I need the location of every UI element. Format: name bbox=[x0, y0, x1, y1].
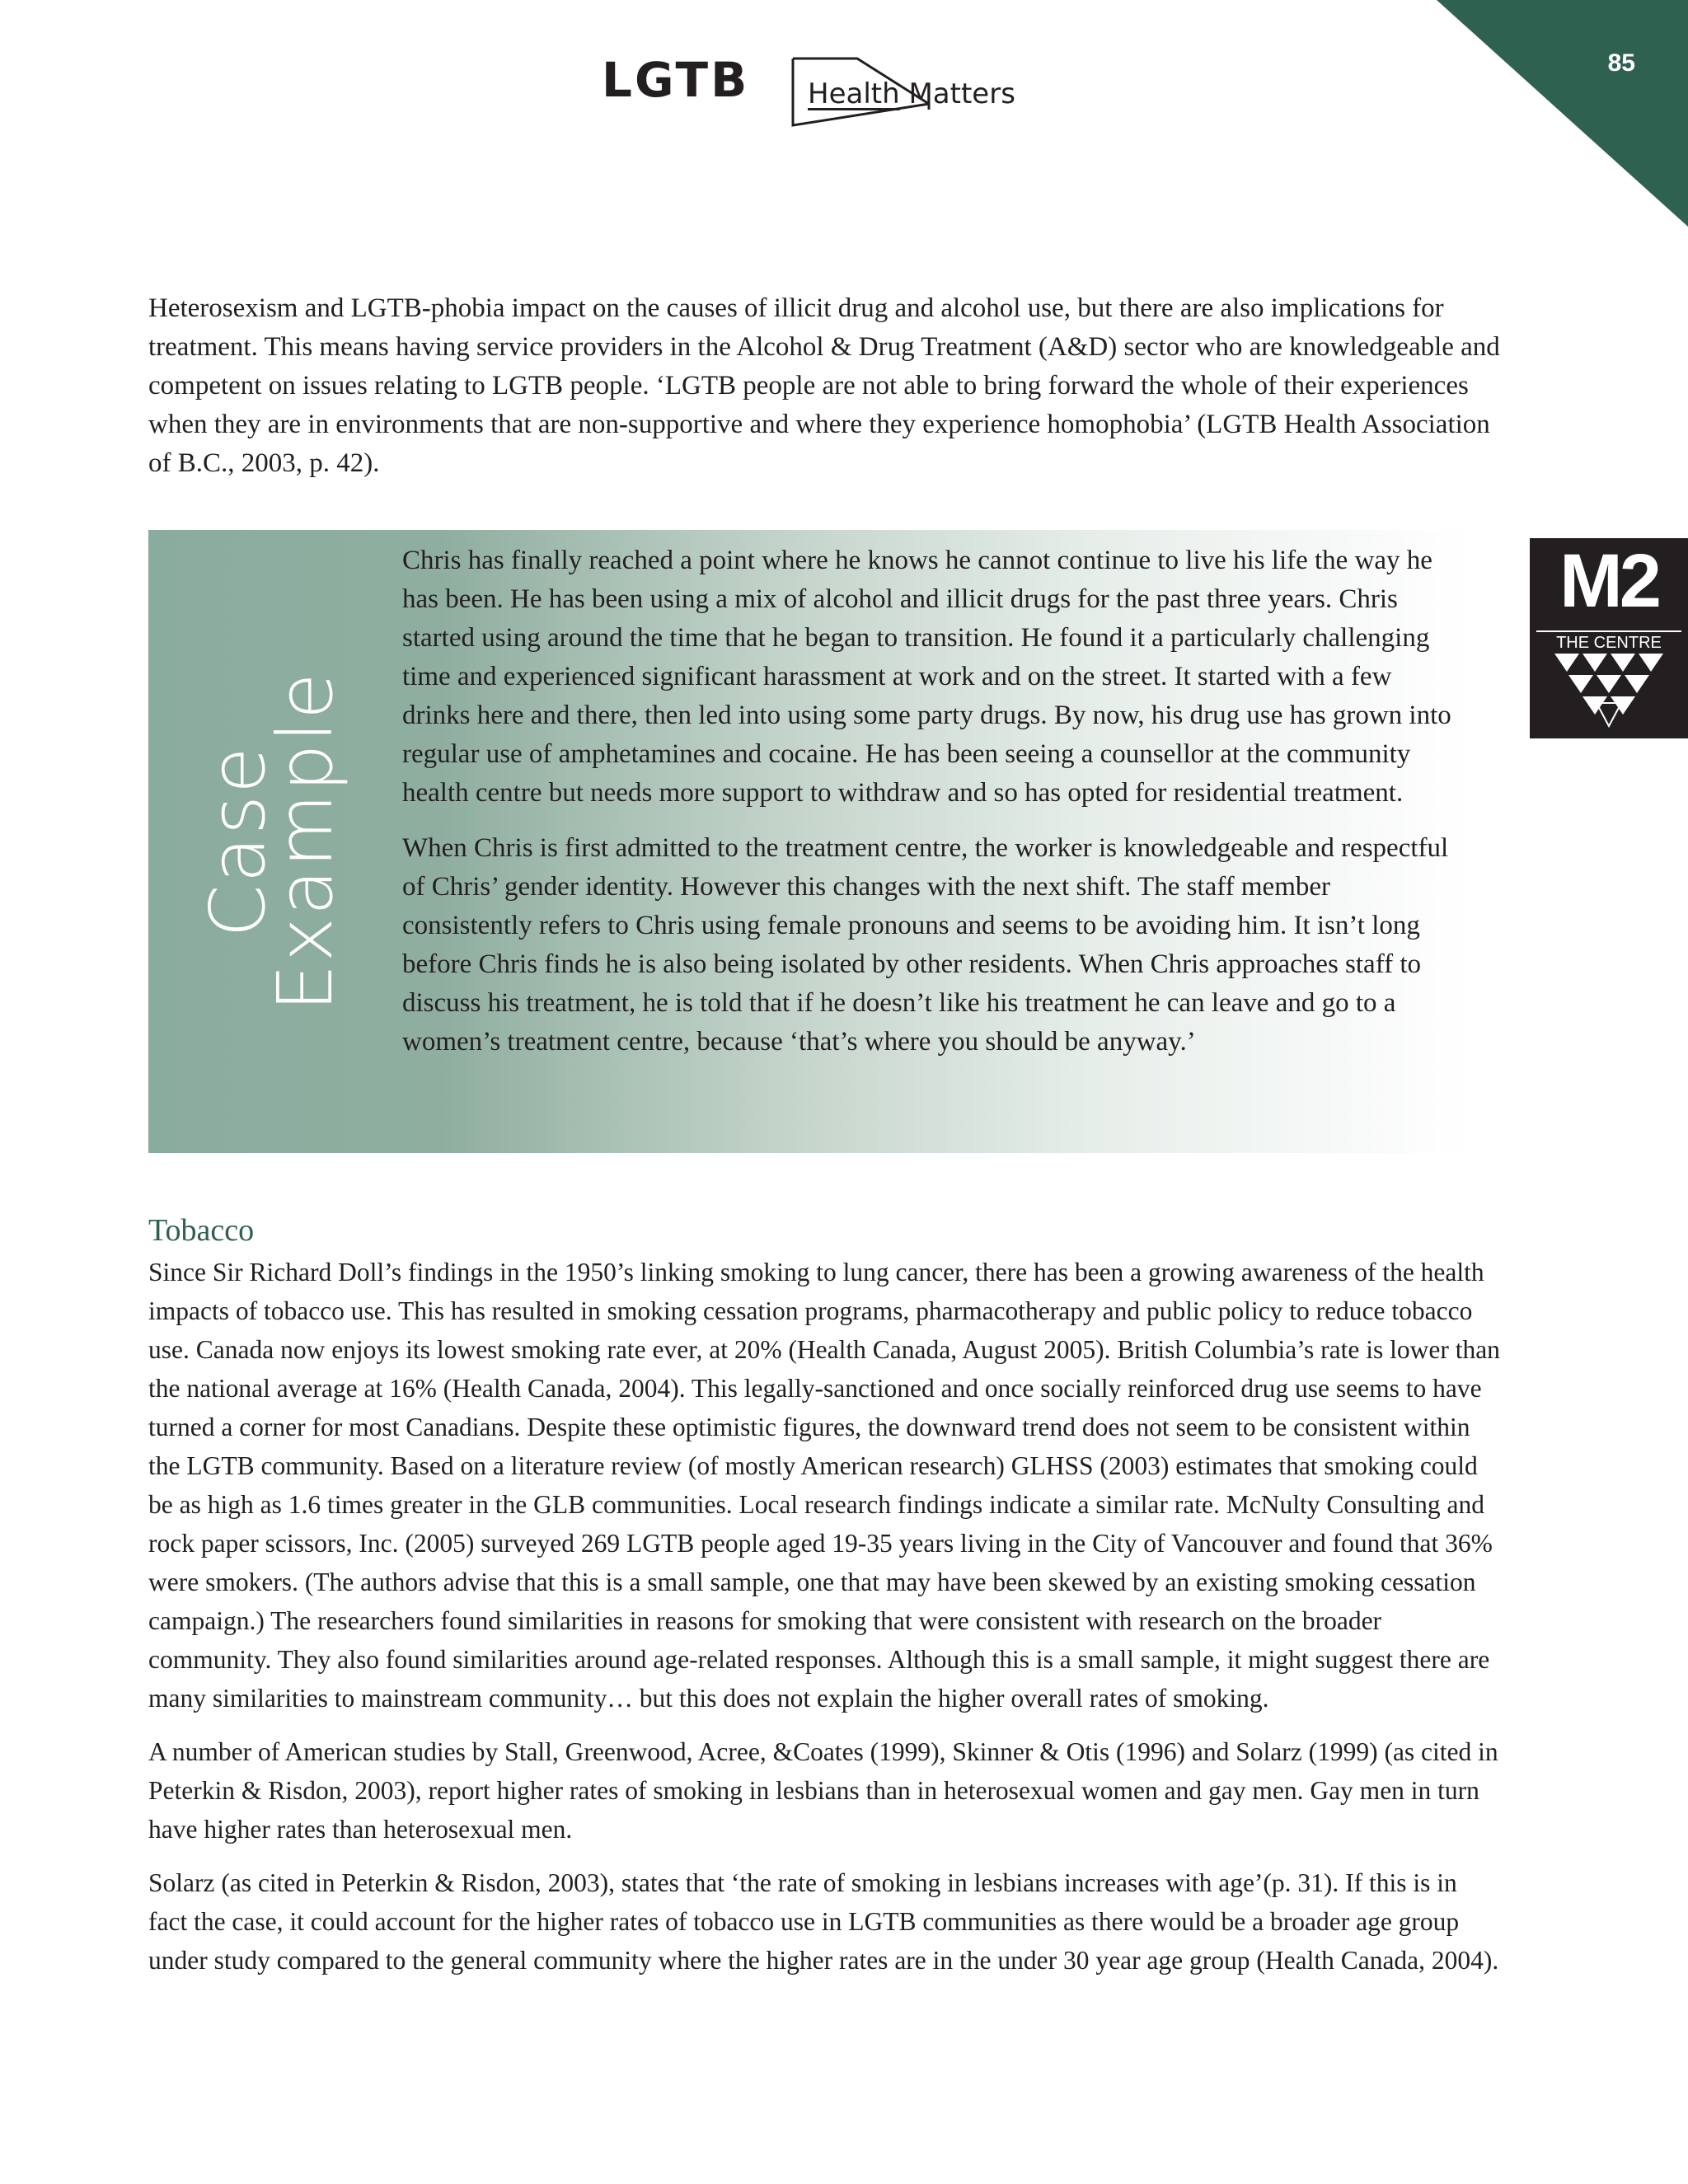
logo-lgtb-text: LGTB bbox=[602, 52, 750, 108]
tobacco-section bbox=[148, 1253, 1500, 1994]
module-badge bbox=[1530, 538, 1688, 738]
publication-logo bbox=[602, 52, 1104, 132]
case-example-vertical-title bbox=[194, 671, 349, 1012]
section-heading-tobacco: Tobacco bbox=[148, 1213, 255, 1248]
corner-tab bbox=[1437, 0, 1688, 227]
tobacco-paragraph: Solarz (as cited in Peterkin & Risdon, 2003), states that ‘the rate of smoking in lesbians increases with age’(p. 31). If this is in fact the case, it could account for the higher rates of tobacco use in LGTB communities as there would be a broader age group under study compared to the general community where the higher rates are in the under 30 year age group (Health Canada, 2004). bbox=[148, 1868, 1499, 1975]
case-example-box bbox=[148, 530, 1471, 1153]
module-org: THE CENTRE bbox=[1536, 630, 1681, 653]
case-paragraph: Chris has finally reached a point where he knows he cannot continue to live his life the way he has been. He has been using a mix of alcohol and illicit drugs for the past three years. Chris started using around the time that he began to transition. He found it a particularly challenging time and experienced significant harassment at work and on the street. It started with a few drinks here and there, then led into using some party drugs. By now, his drug use has grown into regular use of amphetamines and cocaine. He has been seeing a counsellor at the community health centre but needs more support to withdraw and so has opted for residential treatment. bbox=[402, 546, 1451, 808]
case-paragraph: When Chris is first admitted to the treatment centre, the worker is knowledgeable and respectful of Chris’ gender identity. However this changes with the next shift. The staff member consistently refers to Chris using female pronouns and seems to be avoiding him. It isn’t long before Chris finds he is also being isolated by other residents. When Chris approaches staff to discuss his treatment, he is told that if he doesn’t like his treatment he can leave and go to a women’s treatment centre, because ‘that’s where you should be anyway.’ bbox=[402, 833, 1449, 1057]
logo-matters-text: Matters bbox=[908, 77, 1015, 110]
case-example-text bbox=[402, 541, 1465, 1078]
logo-health-text: Health bbox=[808, 77, 900, 110]
intro-paragraph: Heterosexism and LGTB-phobia impact on the causes of illicit drug and alcohol use, but there are also implications for treatment. This means having service providers in the Alcohol & Drug Treatment (A&D) sector who are knowledgeable and competent on issues relating to LGTB people. ‘LGTB people are not able to bring forward the whole of their experiences when they are in environments that are non-supportive and where they experience homophobia’ (LGTB Health Association of B.C., 2003, p. 42). bbox=[148, 293, 1500, 478]
tobacco-paragraph: Since Sir Richard Doll’s findings in the 1950’s linking smoking to lung cancer, there has been a growing awareness of the health impacts of tobacco use. This has resulted in smoking cessation programs, pharmacotherapy and public policy to reduce tobacco use. Canada now enjoys its lowest smoking rate ever, at 20% (Health Canada, August 2005). British Columbia’s rate is lower than the national average at 16% (Health Canada, 2004). This legally-sanctioned and once socially reinforced drug use seems to have turned a corner for most Canadians. Despite these optimistic figures, the downward trend does not seem to be consistent within the LGTB community. Based on a literature review (of mostly American research) GLHSS (2003) estimates that smoking could be as high as 1.6 times greater in the GLB communities. Local research findings indicate a similar rate. McNulty Consulting and rock paper scissors, Inc. (2005) surveyed 269 LGTB people aged 19-35 years living in the City of Vancouver and found that 36% were smokers. (The authors advise that this is a small sample, one that may have been skewed by an existing smoking cessation campaign.) The researchers found similarities in reasons for smoking that were consistent with research on the broader community. They also found similarities around age-related responses. Although this is a small sample, it might suggest there are many similarities to mainstream community… but this does not explain the higher overall rates of smoking. bbox=[148, 1258, 1500, 1713]
logo-subtitle bbox=[808, 77, 1015, 110]
case-label-line2: Example bbox=[261, 671, 349, 1012]
centre-triangles-icon bbox=[1553, 652, 1665, 728]
tobacco-paragraph: A number of American studies by Stall, Greenwood, Acree, &Coates (1999), Skinner & Otis (1996) and Solarz (1999) (as cited in Peterkin & Risdon, 2003), report higher rates of smoking in lesbians than in heterosexual women and gay men. Gay men in turn have higher rates than heterosexual men. bbox=[148, 1737, 1498, 1844]
module-code: M2 bbox=[1559, 539, 1658, 623]
case-example-label bbox=[148, 530, 396, 1153]
page-number: 85 bbox=[1607, 49, 1635, 77]
case-label-line1: Case bbox=[194, 745, 282, 938]
